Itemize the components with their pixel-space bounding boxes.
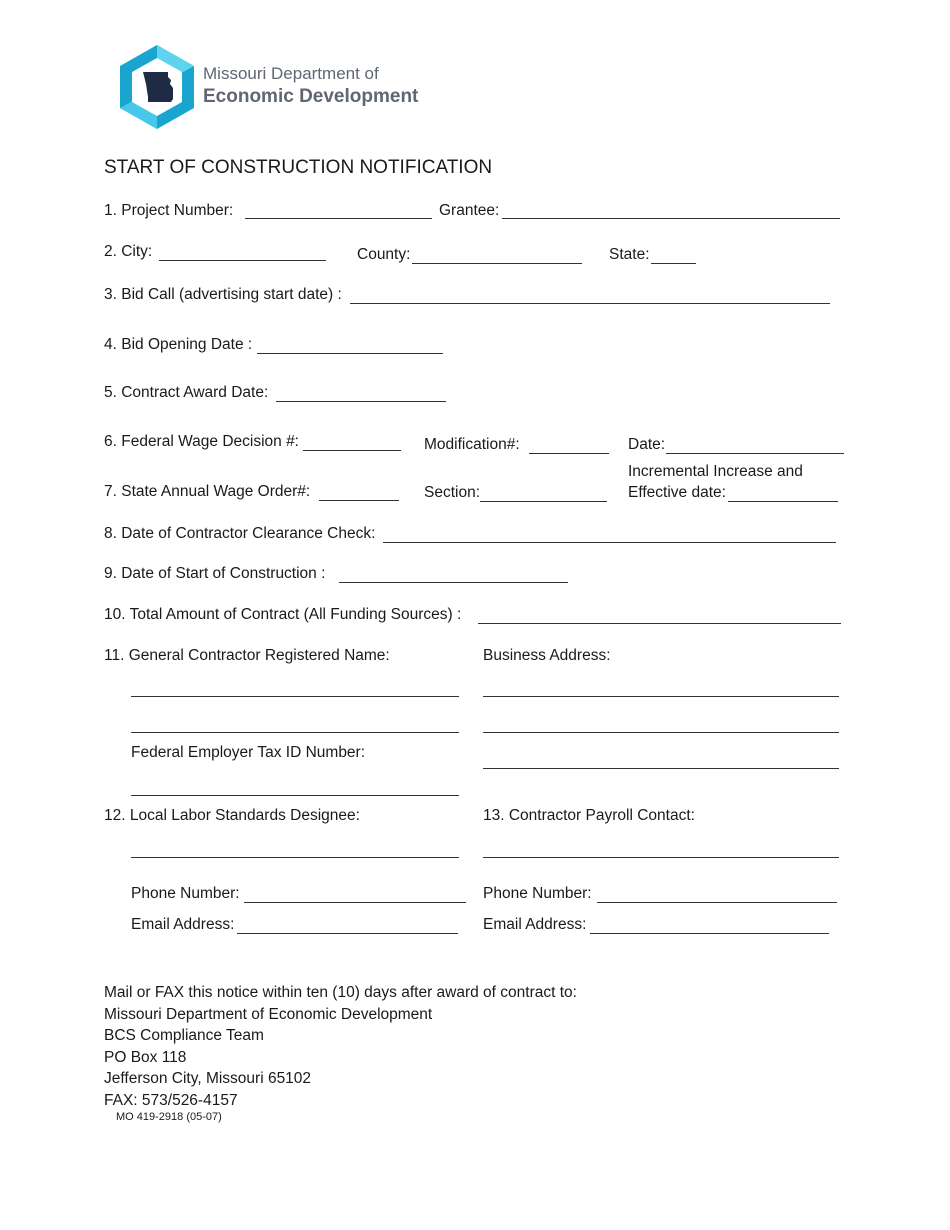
bid-opening-label: 4. Bid Opening Date : bbox=[104, 336, 253, 353]
payroll-contact-field[interactable] bbox=[483, 857, 839, 858]
business-address-field-3[interactable] bbox=[483, 768, 839, 769]
labor-designee-field[interactable] bbox=[131, 857, 459, 858]
section-field[interactable] bbox=[480, 501, 607, 502]
incremental-label-2: Effective date: bbox=[628, 484, 726, 501]
date-label: Date: bbox=[628, 436, 666, 453]
date-field[interactable] bbox=[666, 453, 844, 454]
state-wage-label: 7. State Annual Wage Order#: bbox=[104, 483, 311, 500]
city-field[interactable] bbox=[159, 260, 326, 261]
footer-line-6: FAX: 573/526-4157 bbox=[104, 1091, 238, 1109]
footer-line-3: BCS Compliance Team bbox=[104, 1027, 264, 1044]
contract-award-field[interactable] bbox=[276, 401, 446, 402]
email-left-label: Email Address: bbox=[131, 916, 235, 933]
project-number-field[interactable] bbox=[245, 218, 432, 219]
phone-right-label: Phone Number: bbox=[483, 885, 592, 902]
fein-label: Federal Employer Tax ID Number: bbox=[131, 744, 366, 761]
phone-left-field[interactable] bbox=[244, 902, 466, 903]
gc-name-field-1[interactable] bbox=[131, 696, 459, 697]
incremental-label-1: Incremental Increase and bbox=[628, 463, 803, 480]
total-amount-field[interactable] bbox=[478, 623, 841, 624]
email-left-field[interactable] bbox=[237, 933, 458, 934]
county-field[interactable] bbox=[412, 263, 582, 264]
fed-wage-label: 6. Federal Wage Decision #: bbox=[104, 433, 299, 450]
payroll-contact-label: 13. Contractor Payroll Contact: bbox=[483, 807, 695, 824]
email-right-label: Email Address: bbox=[483, 916, 587, 933]
phone-right-field[interactable] bbox=[597, 902, 837, 903]
gc-name-field-2[interactable] bbox=[131, 732, 459, 733]
modification-label: Modification#: bbox=[424, 436, 520, 453]
fed-wage-field[interactable] bbox=[303, 450, 401, 451]
clearance-label: 8. Date of Contractor Clearance Check: bbox=[104, 525, 376, 542]
form-code: MO 419-2918 (05-07) bbox=[116, 1111, 222, 1123]
ded-logo bbox=[118, 44, 196, 135]
org-name-line1: Missouri Department of bbox=[203, 64, 379, 83]
project-number-label: 1. Project Number: bbox=[104, 202, 234, 219]
business-address-label: Business Address: bbox=[483, 647, 611, 664]
clearance-field[interactable] bbox=[383, 542, 836, 543]
state-wage-field[interactable] bbox=[319, 500, 399, 501]
business-address-field-2[interactable] bbox=[483, 732, 839, 733]
bid-call-field[interactable] bbox=[350, 303, 830, 304]
footer-line-4: PO Box 118 bbox=[104, 1048, 187, 1066]
fein-field[interactable] bbox=[131, 795, 459, 796]
footer-line-2: Missouri Department of Economic Development bbox=[104, 1005, 433, 1023]
state-field[interactable] bbox=[651, 263, 696, 264]
gc-name-label: 11. General Contractor Registered Name: bbox=[104, 647, 390, 664]
bid-call-label: 3. Bid Call (advertising start date) : bbox=[104, 286, 342, 303]
contract-award-label: 5. Contract Award Date: bbox=[104, 384, 269, 401]
bid-opening-field[interactable] bbox=[257, 353, 443, 354]
org-name-line2: Economic Development bbox=[203, 86, 419, 107]
email-right-field[interactable] bbox=[590, 933, 829, 934]
footer-line-5: Jefferson City, Missouri 65102 bbox=[104, 1070, 312, 1087]
footer-line-1: Mail or FAX this notice within ten (10) days after award of contract to: bbox=[104, 984, 577, 1001]
labor-designee-label: 12. Local Labor Standards Designee: bbox=[104, 807, 360, 824]
state-label: State: bbox=[609, 246, 650, 263]
county-label: County: bbox=[357, 246, 411, 263]
start-construction-field[interactable] bbox=[339, 582, 568, 583]
grantee-field[interactable] bbox=[502, 218, 840, 219]
modification-field[interactable] bbox=[529, 453, 609, 454]
start-construction-label: 9. Date of Start of Construction : bbox=[104, 565, 326, 582]
city-label: 2. City: bbox=[104, 243, 153, 260]
grantee-label: Grantee: bbox=[439, 202, 500, 219]
page-title: START OF CONSTRUCTION NOTIFICATION bbox=[104, 157, 493, 178]
incremental-field[interactable] bbox=[728, 501, 838, 502]
total-amount-label: 10. Total Amount of Contract (All Funding Sources) : bbox=[104, 606, 462, 623]
business-address-field-1[interactable] bbox=[483, 696, 839, 697]
phone-left-label: Phone Number: bbox=[131, 885, 240, 902]
section-label: Section: bbox=[424, 484, 481, 501]
mailing-instructions bbox=[104, 982, 577, 1111]
